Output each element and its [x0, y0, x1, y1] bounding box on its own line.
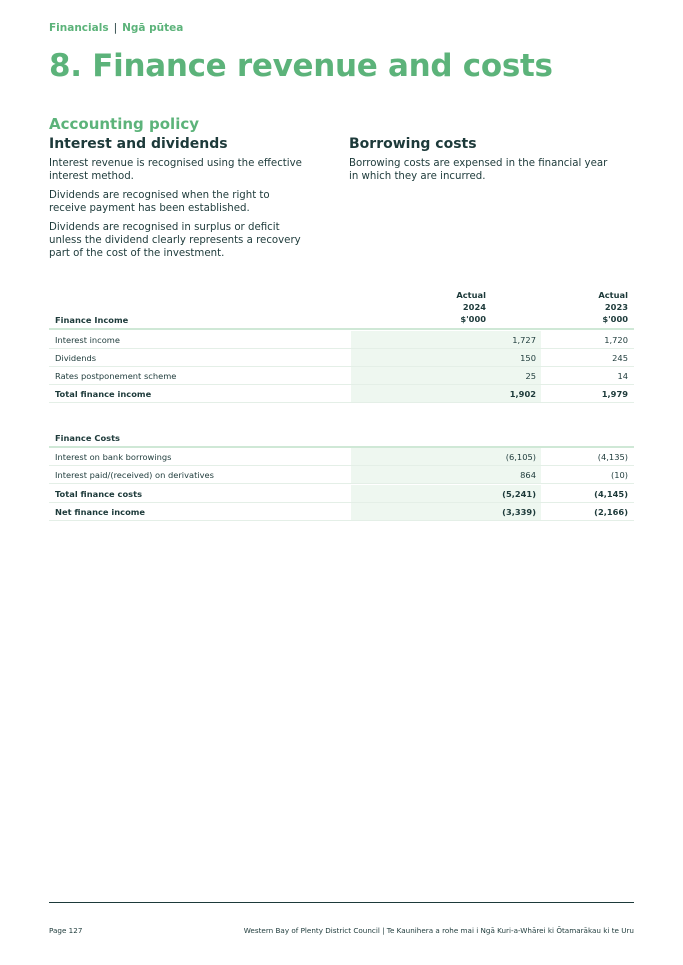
page-title: 8. Finance revenue and costs — [49, 48, 553, 84]
table-row: Rates postponement scheme 25 14 — [49, 367, 634, 385]
finance-costs-header: Finance Costs — [55, 433, 120, 443]
column-header-2023: Actual 2023 $'000 — [598, 290, 628, 325]
page-number: Page 127 — [49, 926, 83, 935]
total-finance-costs-row: Total finance costs (5,241) (4,145) — [49, 485, 634, 503]
table-row: Interest income 1,727 1,720 — [49, 331, 634, 349]
interest-dividends-heading: Interest and dividends — [49, 136, 228, 152]
borrowing-costs-section — [349, 136, 609, 190]
column-header-2024: Actual 2024 $'000 — [456, 290, 486, 325]
policy-paragraph: Interest revenue is recognised using the effective interest method. — [49, 158, 302, 182]
breadcrumb-section-maori: Ngā pūtea — [122, 22, 184, 34]
table-row: Interest on bank borrowings (6,105) (4,135) — [49, 448, 634, 466]
interest-dividends-section — [49, 136, 309, 267]
finance-income-header: Finance Income — [55, 315, 129, 325]
accounting-policy-heading: Accounting policy — [49, 115, 199, 133]
table-row: Interest paid/(received) on derivatives 864 (10) — [49, 466, 634, 484]
finance-table — [49, 287, 634, 527]
breadcrumb-section: Financials — [49, 22, 109, 34]
borrowing-costs-heading: Borrowing costs — [349, 136, 477, 152]
policy-paragraph: Dividends are recognised in surplus or deficit unless the dividend clearly represents a recovery part of the cost of the investment. — [49, 222, 301, 259]
policy-paragraph: Dividends are recognised when the right to receive payment has been established. — [49, 190, 270, 214]
policy-paragraph: Borrowing costs are expensed in the financial year in which they are incurred. — [349, 158, 608, 182]
table-row: Dividends 150 245 — [49, 349, 634, 367]
header-divider — [49, 328, 634, 330]
breadcrumb — [49, 22, 183, 34]
total-finance-income-row: Total finance income 1,902 1,979 — [49, 385, 634, 403]
footer-divider — [49, 902, 634, 903]
breadcrumb-separator: | — [113, 22, 118, 34]
net-finance-income-row: Net finance income (3,339) (2,166) — [49, 503, 634, 521]
footer-organisation: Western Bay of Plenty District Council | Te Kaunihera a rohe mai i Ngā Kuri-a-Whārei ki Ōtamarākau ki te Uru — [243, 926, 634, 935]
